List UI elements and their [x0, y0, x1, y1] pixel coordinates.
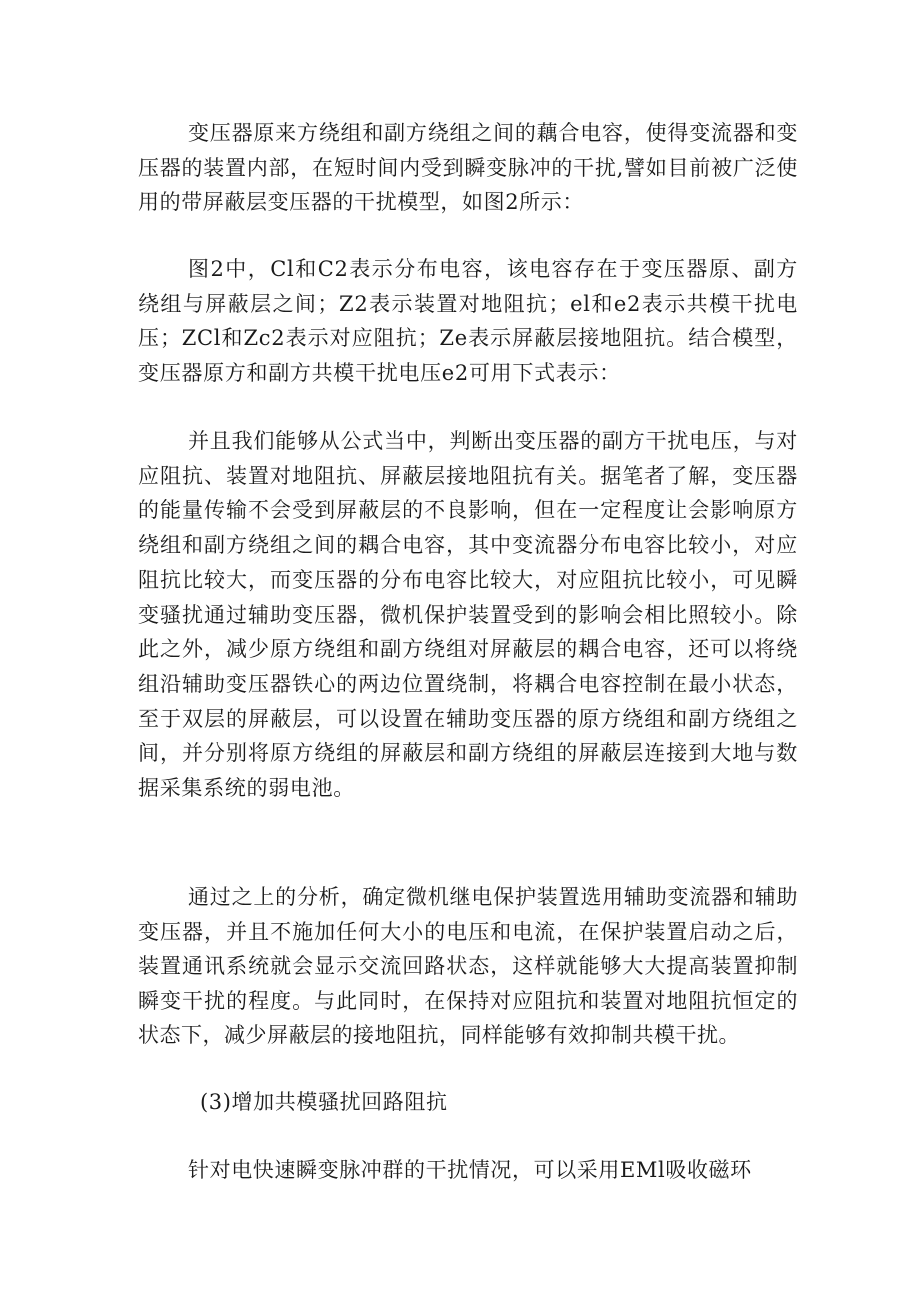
paragraph-emi-ring: 针对电快速瞬变脉冲群的干扰情况，可以采用EMl吸收磁环: [188, 1158, 752, 1182]
paragraph-figure-2-description: 图2中，Cl和C2表示分布电容，该电容存在于变压器原、副方绕组与屏蔽层之间；Z2表示装置对地阻抗；el和e2表示共模干扰电压；ZCl和Zc2表示对应阻抗；Ze表示屏蔽层接地阻抗。结合模型，变压器原方和副方共模干扰电压e2可用下式表示：: [138, 257, 798, 386]
section-heading: (3)增加共模骚扰回路阻抗: [200, 1090, 448, 1114]
paragraph-coupling-capacitance: 变压器原来方绕组和副方绕组之间的藕合电容，使得变流器和变压器的装置内部，在短时间内受到瞬变脉冲的干扰,譬如目前被广泛使用的带屏蔽层变压器的干扰模型，如图2所示：: [138, 121, 798, 215]
paragraph-interference-analysis: 并且我们能够从公式当中，判断出变压器的副方干扰电压，与对应阻抗、装置对地阻抗、屏蔽层接地阻抗有关。据笔者了解，变压器的能量传输不会受到屏蔽层的不良影响，但在一定程度让会影响原方绕组和副方绕组之间的耦合电容，其中变流器分布电容比较小，对应阻抗比较大，而变压器的分布电容比较大，对应阻抗比较小，可见瞬变骚扰通过辅助变压器，微机保护装置受到的影响会相比照较小。除此之外，减少原方绕组和副方绕组对屏蔽层的耦合电容，还可以将绕组沿辅助变压器铁心的两边位置绕制，将耦合电容控制在最小状态，至于双层的屏蔽层，可以设置在辅助变压器的原方绕组和副方绕组之间，并分别将原方绕组的屏蔽层和副方绕组的屏蔽层连接到大地与数据采集系统的弱电池。: [138, 429, 798, 801]
paragraph-conclusion: 通过之上的分析，确定微机继电保护装置选用辅助变流器和辅助变压器，并且不施加任何大小的电压和电流，在保护装置启动之后，装置通讯系统就会显示交流回路状态，这样就能够大大提高装置抑制瞬变干扰的程度。与此同时，在保持对应阻抗和装置对地阻抗恒定的状态下，减少屏蔽层的接地阻抗，同样能够有效抑制共模干扰。: [138, 885, 798, 1047]
